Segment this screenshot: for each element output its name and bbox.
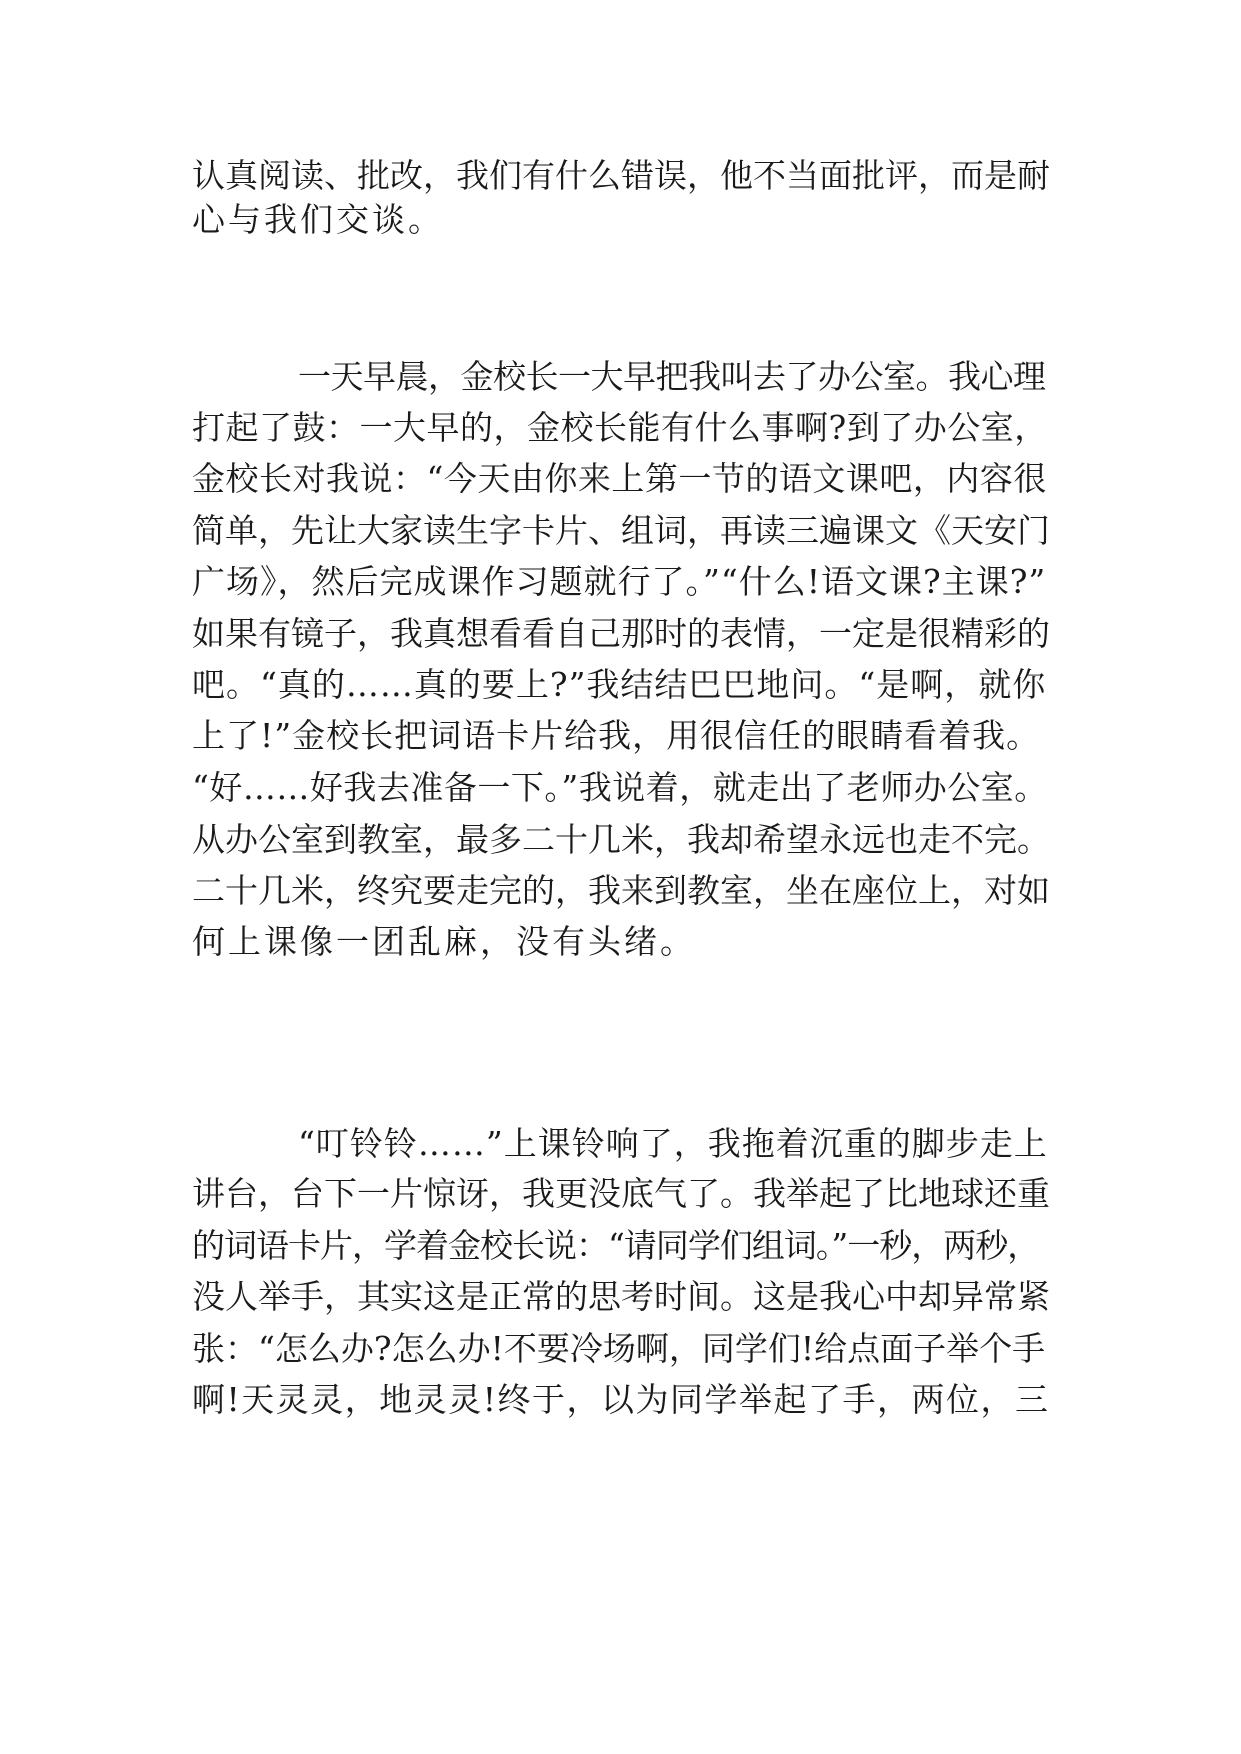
text-line: 张：“怎么办?怎么办!不要冷场啊，同学们!给点面子举个手 <box>192 1329 1046 1368</box>
text-line: 心与我们交谈。 <box>192 200 444 239</box>
text-line: 一天早晨，金校长一大早把我叫去了办公室。我心理 <box>298 357 1046 396</box>
text-line: 讲台，台下一片惊讶，我更没底气了。我举起了比地球还重 <box>192 1174 1050 1213</box>
text-line: “叮铃铃……”上课铃响了，我拖着沉重的脚步走上 <box>298 1124 1048 1163</box>
text-line: 打起了鼓：一大早的，金校长能有什么事啊?到了办公室， <box>192 408 1048 447</box>
text-line: 如果有镜子，我真想看看自己那时的表情，一定是很精彩的 <box>192 614 1050 653</box>
text-line: 广场》，然后完成课作习题就行了。”“什么!语文课?主课?” <box>192 562 1047 601</box>
text-line: 上了!”金校长把词语卡片给我，用很信任的眼睛看着我。 <box>192 716 1041 755</box>
text-line: 何上课像一团乱麻，没有头绪。 <box>192 922 696 961</box>
text-line: “好……好我去准备一下。”我说着，就走出了老师办公室。 <box>192 768 1048 807</box>
text-line: 吧。“真的……真的要上?”我结结巴巴地问。“是啊，就你 <box>192 665 1047 704</box>
text-line: 啊!天灵灵，地灵灵!终于，以为同学举起了手，两位，三 <box>192 1380 1050 1419</box>
text-line: 简单，先让大家读生字卡片、组词，再读三遍课文《天安门 <box>192 511 1050 550</box>
text-line: 二十几米，终究要走完的，我来到教室，坐在座位上，对如 <box>192 871 1050 910</box>
text-line: 认真阅读、批改，我们有什么错误，他不当面批评，而是耐 <box>192 156 1050 195</box>
text-line: 没人举手，其实这是正常的思考时间。这是我心中却异常紧 <box>192 1277 1050 1316</box>
text-line: 金校长对我说：“今天由你来上第一节的语文课吧，内容很 <box>192 459 1047 498</box>
text-line: 从办公室到教室，最多二十几米，我却希望永远也走不完。 <box>192 820 1050 859</box>
text-line: 的词语卡片，学着金校长说：“请同学们组词。”一秒，两秒， <box>192 1226 1040 1265</box>
